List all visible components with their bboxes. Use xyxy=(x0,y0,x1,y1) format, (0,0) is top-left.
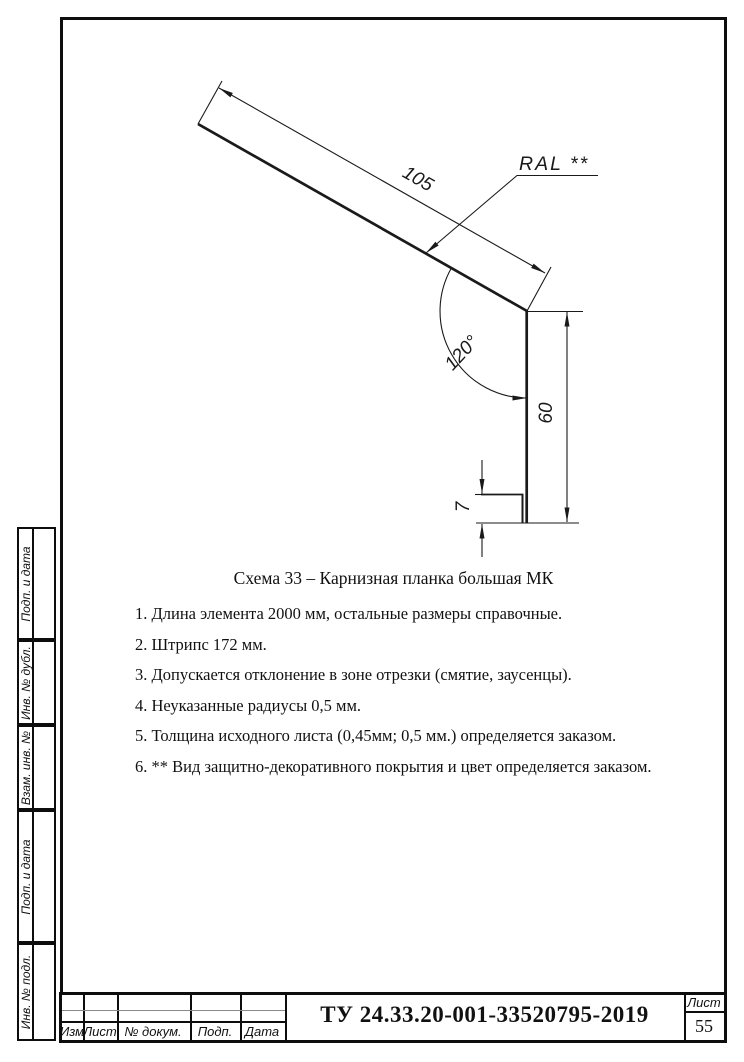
stamp-box-label: Подп. и дата xyxy=(19,545,33,622)
stamp-box-inv-dubl xyxy=(17,640,56,725)
dim-7-label: 7 xyxy=(453,501,474,513)
ral-label: RAL ** xyxy=(519,153,590,175)
col-izm: Изм xyxy=(59,1024,85,1039)
stamp-box-label: Инв. № дубл. xyxy=(19,645,33,720)
dimension-105 xyxy=(198,81,551,311)
stamp-box-podp-data-2 xyxy=(17,810,56,943)
title-block-line xyxy=(684,1011,724,1013)
dim-60-label: 60 xyxy=(536,402,557,424)
title-block-line xyxy=(117,995,119,1040)
col-dokum: № докум. xyxy=(124,1024,182,1039)
col-podp: Подп. xyxy=(197,1024,233,1039)
dimension-60 xyxy=(476,312,583,524)
stamp-box-label: Подп. и дата xyxy=(19,838,33,915)
stamp-box-label: Инв. № подл. xyxy=(19,954,33,1030)
title-block-line xyxy=(62,1010,285,1011)
col-list: Лист xyxy=(83,1024,117,1039)
note-line: 3. Допускается отклонение в зоне отрезки (смятие, заусенцы). xyxy=(135,665,572,684)
ral-leader-line xyxy=(426,176,598,254)
stamp-box-podp-data-1 xyxy=(17,527,56,640)
title-block-line xyxy=(240,995,242,1040)
note-line: 6. ** Вид защитно-декоративного покрытия и цвет определяется заказом. xyxy=(135,757,652,776)
dimension-7 xyxy=(475,460,484,557)
stamp-box-vzam-inv xyxy=(17,725,56,810)
note-line: 1. Длина элемента 2000 мм, остальные размеры справочные. xyxy=(135,604,563,623)
col-data: Дата xyxy=(244,1024,280,1039)
sheet-number: 55 xyxy=(695,1016,713,1036)
stamp-box-inv-podl xyxy=(17,943,56,1041)
dim-angle-label: 120° xyxy=(440,331,484,375)
title-block-line xyxy=(62,1021,285,1023)
sheet-label: Лист xyxy=(687,995,721,1010)
note-line: 5. Толщина исходного листа (0,45мм; 0,5 мм.) определяется заказом. xyxy=(135,726,617,745)
figure-caption: Схема 33 – Карнизная планка большая МК xyxy=(233,568,554,588)
profile-outline xyxy=(198,124,527,523)
dim-105-label: 105 xyxy=(398,162,437,197)
stamp-box-label: Взам. инв. № xyxy=(19,730,33,805)
title-block xyxy=(59,992,727,1043)
title-block-line xyxy=(190,995,192,1040)
note-line: 4. Неуказанные радиусы 0,5 мм. xyxy=(135,696,362,715)
document-number: ТУ 24.33.20-001-33520795-2019 xyxy=(320,1002,649,1027)
note-line: 2. Штрипс 172 мм. xyxy=(135,635,267,654)
